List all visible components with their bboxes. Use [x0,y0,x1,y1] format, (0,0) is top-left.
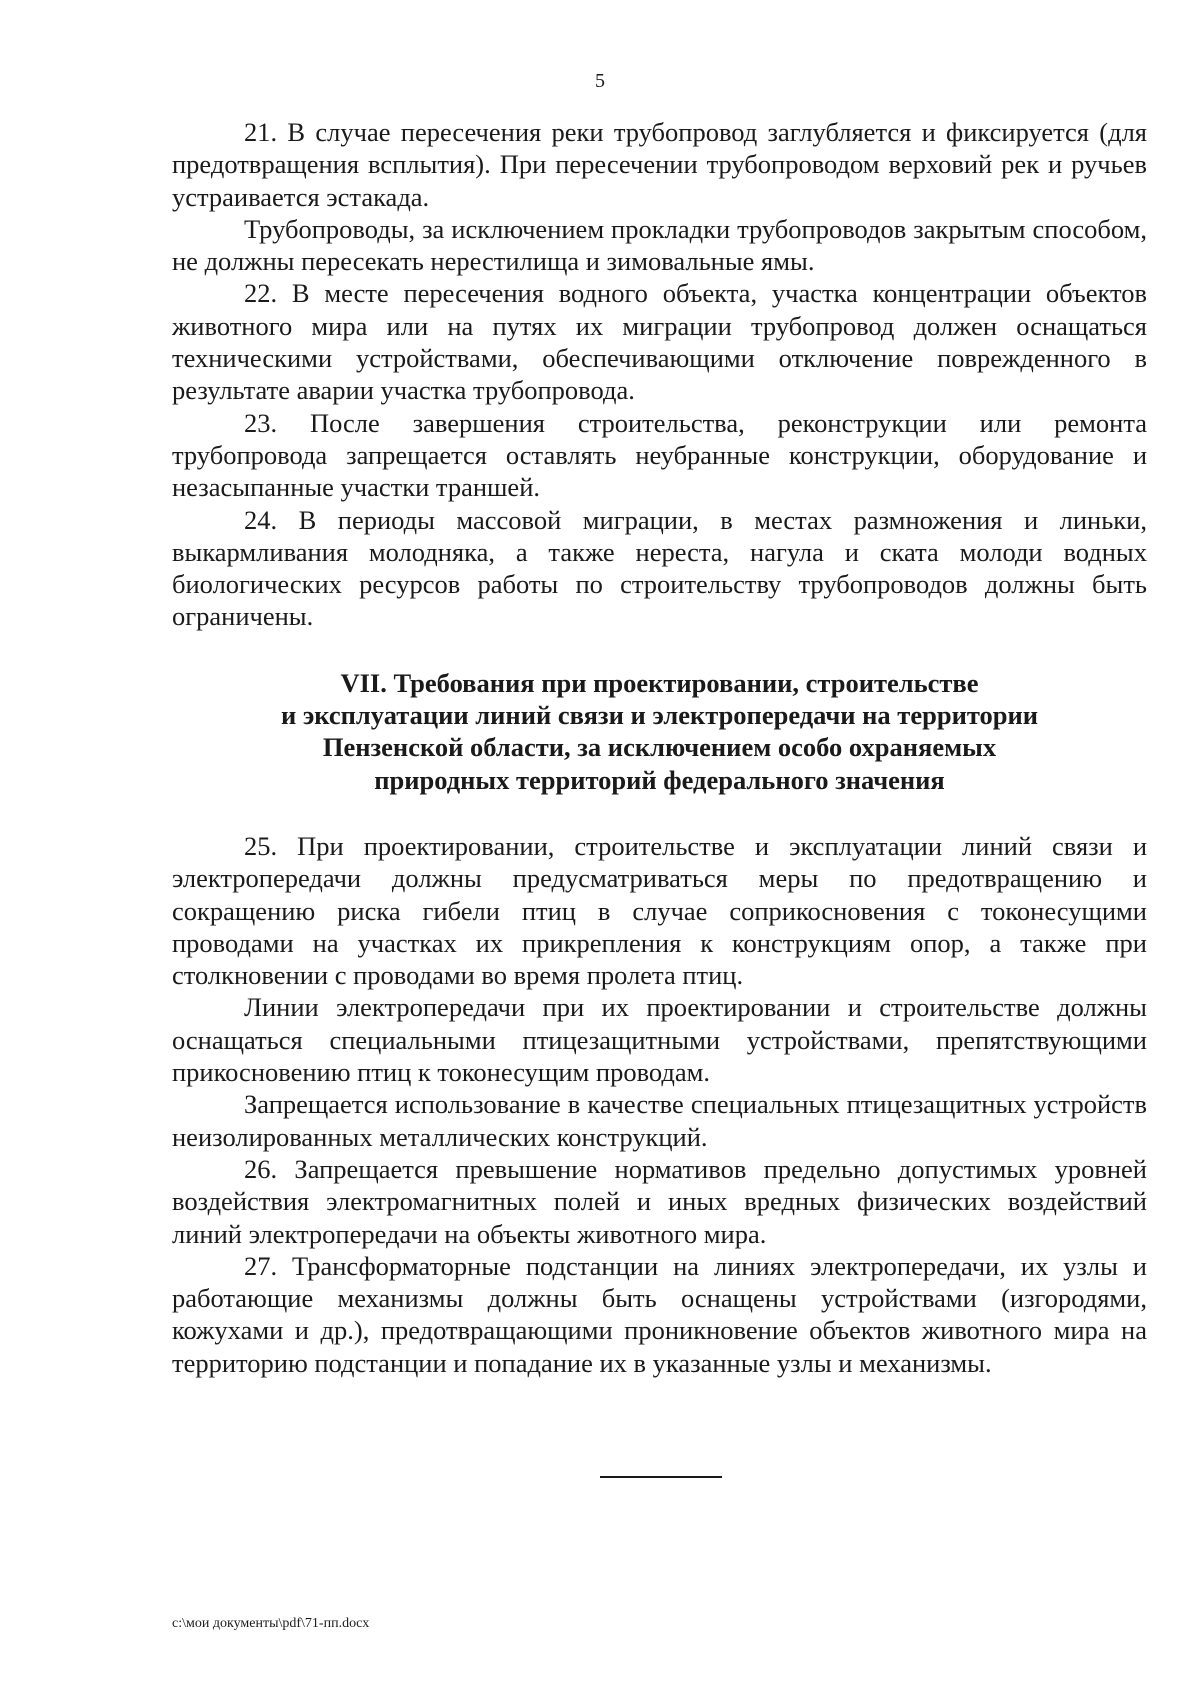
footer-file-path: c:\мои документы\pdf\71-пп.docx [172,1616,370,1631]
paragraph-27: 27. Трансформаторные подстанции на линиях электропередачи, их узлы и работающие механизмы должны быть оснащены устройствами (изгородями, кожухами и др.), предотвращающими проникновение объектов животного мира на территорию подстанции и попадание их в указанные узлы и механизмы. [172,1250,1147,1378]
page-number: 5 [595,70,605,92]
document-body [172,116,1147,1379]
section-heading-line: природных территорий федерального значения [374,764,945,795]
paragraph-power-lines-bird-protection: Линии электропередачи при их проектировании и строительстве должны оснащаться специальными птицезащитными устройствами, препятствующими прикосновению птиц к токонесущим проводам. [172,992,1147,1088]
paragraph-prohibition-uninsulated: Запрещается использование в качестве специальных птицезащитных устройств неизолированных металлических конструкций. [172,1089,1147,1152]
paragraph-23: 23. После завершения строительства, реконструкции или ремонта трубопровода запрещается оставлять неубранные конструкции, оборудование и незасыпанные участки траншей. [172,407,1147,503]
end-separator-line [600,1476,722,1478]
paragraph-21: 21. В случае пересечения реки трубопровод заглубляется и фиксируется (для предотвращения всплытия). При пересечении трубопроводом верховий рек и ручьев устраивается эстакада. [172,117,1147,212]
paragraph-24: 24. В периоды массовой миграции, в местах размножения и линьки, выкармливания молодняка, а также нереста, нагула и ската молоди водных биологических ресурсов работы по строительству трубопроводов должны быть ограничены. [172,504,1147,632]
paragraph-25: 25. При проектировании, строительстве и эксплуатации линий связи и электропередачи должны предусматриваться меры по предотвращению и сокращению риска гибели птиц в случае соприкосновения с токонесущими проводами на участках их прикрепления к конструкциям опор, а также при столкновении с проводами во время пролета птиц. [172,830,1147,991]
section-heading-line: VII. Требования при проектировании, строительстве [340,667,979,698]
section-heading-vii [172,667,1147,796]
section-heading-line: Пензенской области, за исключением особо охраняемых [322,732,997,763]
paragraph-pipelines-spawning: Трубопроводы, за исключением прокладки трубопроводов закрытым способом, не должны пересекать нерестилища и зимовальные ямы. [172,213,1147,277]
paragraph-26: 26. Запрещается превышение нормативов предельно допустимых уровней воздействия электромагнитных полей и иных вредных физических воздействий линий электропередачи на объекты животного мира. [172,1153,1147,1249]
paragraph-22: 22. В месте пересечения водного объекта, участка концентрации объектов животного мира или на путях их миграции трубопровод должен оснащаться техническими устройствами, обеспечивающими отключение поврежденного в результате аварии участка трубопровода. [172,278,1147,406]
section-heading-line: и эксплуатации линий связи и электропередачи на территории [280,700,1039,731]
